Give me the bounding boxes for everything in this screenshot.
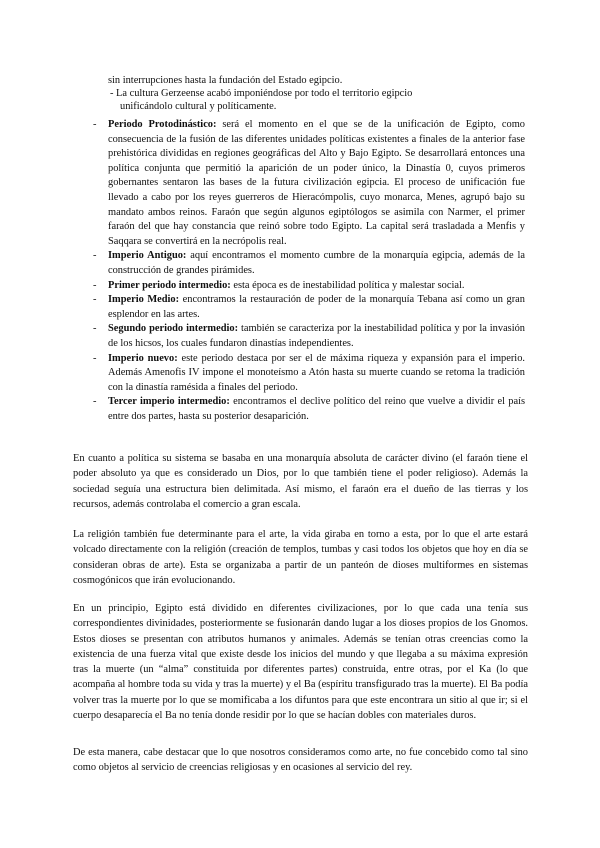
list-dash: -	[93, 119, 97, 130]
period-term: Primer periodo intermedio:	[108, 279, 231, 291]
period-text: aquí encontramos el momento cumbre de la monarquía egipcia, además de la construcción de grandes pirámides.	[108, 250, 525, 276]
period-text: este periodo destaca por ser el de máxima riqueza y expansión para el imperio. Además Amenofis IV impone el monoteísmo a Atón hasta su muerte cuando se retoma la tradición con la dinastía ramésida a finales del periodo.	[108, 352, 525, 393]
paragraph-politica: En cuanto a política su sistema se basaba en una monarquía absoluta de carácter divino (el faraón tiene el poder absoluto ya que es considerado un Dios, por lo que también tiene el poder religioso). Además la sociedad seguía una estructura bien delimitada. Así mismo, el faraón era el dueño de las tierras y los recursos, además controlaba el comercio a gran escala.	[73, 453, 528, 510]
period-term: Periodo Protodinástico:	[108, 119, 217, 130]
list-dash: -	[93, 294, 97, 306]
period-item-protodinastico	[93, 118, 525, 249]
period-item-imperio-nuevo	[93, 352, 525, 396]
period-text: será el momento en el que se de la unificación de Egipto, como consecuencia de la fusión de las diferentes unidades políticas existentes a finales de la anterior fase prehistórica divididas en regiones geográficas del Alto y Bajo Egipto. Se desarrollará entonces una política conjunta que permitió la aparición de un poder único, la Dinastía 0, cuyos primeros gobernantes sentaron las bases de la futura civilización egipcia. El proceso de unificación fue llevado a cabo por los reyes guerreros de Hieracómpolis, cuyo monarca, Menes, agrupó bajo su mandato ambos reinos. Faraón que según algunos egiptólogos se asimila con Narmer, el primer faraón del que hay constancia que reinó sobre todo Egipto. La capital será trasladada a Menfis y Saqqara se convertirá en la necrópolis real.	[108, 119, 525, 247]
list-dash: -	[93, 396, 97, 408]
periods-list	[93, 118, 525, 424]
intro-line-1: sin interrupciones hasta la fundación del Estado egipcio.	[108, 75, 343, 86]
period-item-tercer-intermedio	[93, 395, 525, 424]
period-text: también se caracteriza por la inestabilidad política y por la invasión de los hicsos, los cuales fundaron dinastías independientes.	[108, 323, 525, 349]
period-term: Imperio Antiguo:	[108, 250, 187, 262]
list-dash: -	[93, 250, 97, 262]
period-item-segundo-intermedio	[93, 322, 525, 351]
period-term: Imperio nuevo:	[108, 352, 178, 364]
paragraph-conclusion: De esta manera, cabe destacar que lo que nosotros consideramos como arte, no fue concebido como tal sino como objetos al servicio de creencias religiosas y en ocasiones al servicio del rey.	[73, 747, 528, 774]
period-item-imperio-antiguo	[93, 249, 525, 278]
period-text: encontramos el declive político del reino que vuelve a dividir el país entre dos partes, hasta su posterior desaparición.	[108, 396, 526, 422]
period-item-primer-intermedio	[93, 279, 525, 294]
period-text: encontramos la restauración de poder de la monarquía Tebana así como un gran esplendor en las artes.	[108, 294, 525, 320]
paragraph-civilizaciones: En un principio, Egipto está dividido en diferentes civilizaciones, por lo que cada una tenía sus correspondientes divinidades, posteriormente se fusionarán dando lugar a los dioses propios de los Gnomos. Estos dioses se presentan con atributos humanos y animales. Además se tenían otras creencias como la existencia de una fuerza vital que existe desde los inicios del mundo y que llegaba a su máxima expresión tras la muerte (un “alma” constituida por diferentes partes) construida, entre otras, por el Ka (lo que acompaña al hombre toda su vida y tras la muerte) y el Ba (espíritu transfigurado tras la muerte). El Ba podía volver tras la muerte por lo que se momificaba a los difuntos para que este encontrara un sitio al que ir; si el cuerpo desaparecía el Ba no tenía donde residir por lo que se hacían dobles con materiales duros.	[73, 603, 528, 722]
intro-line-3: unificándolo cultural y políticamente.	[120, 101, 277, 112]
paragraph-religion: La religión también fue determinante para el arte, la vida giraba en torno a esta, por lo que el arte estará volcado directamente con la religión (creación de templos, tumbas y casi todos los objetos que hoy en día se consideran obras de arte). Esta se organizaba a partir de un panteón de dioses multiformes en sistemas cosmogónicos que irán evolucionando.	[73, 529, 528, 586]
period-item-imperio-medio	[93, 293, 525, 322]
intro-line-2: - La cultura Gerzeense acabó imponiéndose por todo el territorio egipcio	[110, 88, 413, 99]
list-dash: -	[93, 279, 97, 291]
list-dash: -	[93, 352, 97, 364]
period-term: Tercer imperio intermedio:	[108, 396, 230, 408]
period-term: Segundo periodo intermedio:	[108, 323, 239, 335]
list-dash: -	[93, 323, 97, 335]
period-text: esta época es de inestabilidad política y malestar social.	[230, 279, 465, 291]
period-term: Imperio Medio:	[108, 294, 180, 306]
